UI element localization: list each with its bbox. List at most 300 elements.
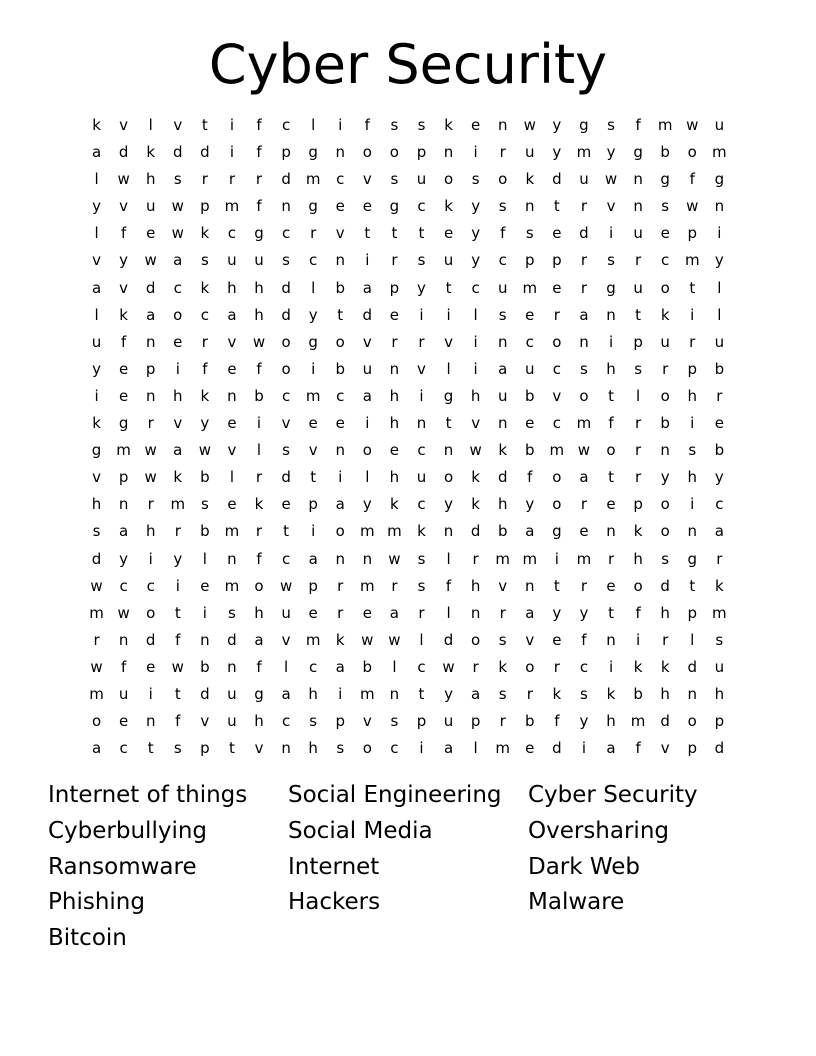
grid-letter: i <box>608 224 614 243</box>
grid-letter: u <box>497 278 508 297</box>
grid-letter: n <box>633 170 643 189</box>
grid-letter: n <box>227 386 237 405</box>
grid-letter: r <box>147 495 154 514</box>
grid-letter: y <box>579 603 589 622</box>
grid-letter: u <box>497 386 508 405</box>
grid-letter: e <box>281 495 291 514</box>
grid-letter: b <box>200 522 210 541</box>
word-list-item: Cyberbullying <box>48 817 208 844</box>
grid-letter: n <box>687 684 698 703</box>
grid-letter: v <box>92 251 101 270</box>
grid-letter: c <box>281 712 291 731</box>
grid-letter: l <box>365 468 370 487</box>
grid-letter: t <box>689 576 696 595</box>
grid-letter: c <box>336 170 345 189</box>
grid-letter: a <box>579 305 589 324</box>
grid-letter: u <box>660 332 670 351</box>
grid-letter: h <box>145 170 156 189</box>
grid-letter: r <box>93 630 100 649</box>
grid-letter: h <box>254 603 264 622</box>
grid-letter: m <box>224 522 240 541</box>
grid-letter: o <box>660 495 670 514</box>
word-list-row <box>48 778 768 814</box>
grid-letter: p <box>714 712 725 731</box>
grid-letter: r <box>635 468 642 487</box>
grid-letter: m <box>712 603 727 622</box>
grid-letter: m <box>495 549 511 568</box>
grid-letter: l <box>717 278 722 297</box>
grid-letter: m <box>576 143 592 162</box>
word-list-row <box>48 814 768 850</box>
grid-letter: s <box>173 739 182 758</box>
grid-letter: g <box>443 386 454 405</box>
grid-letter: p <box>633 495 643 514</box>
grid-letter: k <box>471 468 480 487</box>
grid-letter: a <box>606 739 616 758</box>
grid-letter: i <box>338 116 343 134</box>
word-list-item: Bitcoin <box>48 925 127 952</box>
grid-letter: i <box>581 739 587 758</box>
grid-letter: a <box>308 549 318 568</box>
grid-row <box>83 383 733 410</box>
grid-letter: y <box>471 197 481 216</box>
grid-letter: o <box>173 305 183 324</box>
grid-letter: w <box>252 332 266 351</box>
grid-letter: l <box>311 278 316 297</box>
grid-letter: i <box>175 359 180 378</box>
grid-letter: s <box>390 116 399 134</box>
grid-letter: n <box>497 414 508 433</box>
grid-letter: r <box>580 197 588 216</box>
grid-letter: k <box>200 224 210 243</box>
grid-letter: e <box>389 441 400 460</box>
grid-row <box>83 139 733 166</box>
grid-letter: o <box>254 576 264 595</box>
grid-row <box>83 302 733 329</box>
grid-letter: a <box>471 684 481 703</box>
grid-letter: m <box>630 712 646 731</box>
grid-letter: u <box>443 712 454 731</box>
grid-letter: u <box>714 332 725 351</box>
grid-letter: f <box>581 630 587 649</box>
grid-letter: w <box>523 116 536 134</box>
grid-letter: c <box>146 576 155 595</box>
grid-letter: s <box>417 549 426 568</box>
grid-letter: k <box>92 116 101 134</box>
grid-letter: i <box>636 630 641 649</box>
grid-letter: r <box>716 386 723 405</box>
grid-letter: w <box>686 116 699 134</box>
grid-letter: e <box>308 603 318 622</box>
grid-letter: p <box>470 712 481 731</box>
grid-letter: u <box>714 116 725 134</box>
grid-letter: r <box>662 359 669 378</box>
grid-letter: y <box>552 143 562 162</box>
grid-letter: e <box>362 603 372 622</box>
grid-letter: i <box>311 359 316 378</box>
grid-letter: f <box>120 224 127 243</box>
grid-letter: p <box>687 739 698 758</box>
grid-letter: t <box>553 576 560 595</box>
grid-letter: e <box>471 116 481 134</box>
grid-letter: e <box>606 576 616 595</box>
grid-letter: a <box>119 522 129 541</box>
grid-letter: m <box>360 576 375 595</box>
grid-letter: h <box>254 712 264 731</box>
grid-row <box>83 735 733 762</box>
grid-letter: d <box>281 468 291 487</box>
grid-letter: f <box>256 197 262 216</box>
grid-letter: k <box>254 495 264 514</box>
grid-letter: v <box>444 332 453 351</box>
grid-letter: i <box>148 684 153 703</box>
grid-letter: y <box>119 549 129 568</box>
grid-letter: i <box>148 549 153 568</box>
grid-letter: o <box>443 468 454 487</box>
grid-letter: a <box>281 684 291 703</box>
grid-letter: p <box>145 359 156 378</box>
grid-row <box>83 491 733 518</box>
word-list-row <box>48 921 768 957</box>
grid-letter: f <box>689 170 695 189</box>
grid-letter: a <box>525 603 535 622</box>
grid-letter: y <box>525 495 535 514</box>
grid-letter: i <box>473 332 478 351</box>
grid-letter: h <box>254 305 264 324</box>
grid-letter: t <box>228 739 235 758</box>
grid-letter: k <box>390 495 399 514</box>
grid-letter: y <box>714 468 724 487</box>
grid-letter: h <box>91 495 102 514</box>
grid-letter: h <box>470 386 481 405</box>
grid-letter: a <box>362 386 372 405</box>
grid-letter: i <box>338 684 343 703</box>
grid-letter: y <box>92 197 101 216</box>
grid-letter: y <box>714 251 724 270</box>
grid-letter: r <box>391 251 398 270</box>
grid-letter: k <box>200 278 210 297</box>
grid-letter: l <box>311 116 316 134</box>
grid-letter: c <box>336 386 345 405</box>
grid-letter: m <box>89 603 104 622</box>
grid-letter: t <box>445 278 452 297</box>
grid-letter: k <box>633 657 643 676</box>
grid-letter: c <box>498 251 507 270</box>
grid-letter: m <box>116 441 131 460</box>
grid-letter: e <box>660 224 670 243</box>
grid-letter: r <box>391 332 398 351</box>
grid-letter: w <box>144 468 157 487</box>
grid-letter: n <box>497 116 508 134</box>
grid-row <box>83 220 733 247</box>
grid-letter: d <box>660 712 670 731</box>
grid-letter: u <box>714 657 725 676</box>
grid-letter: w <box>279 576 293 595</box>
grid-letter: e <box>443 224 454 243</box>
grid-letter: i <box>229 143 235 162</box>
grid-letter: e <box>552 224 562 243</box>
grid-letter: d <box>200 684 210 703</box>
word-list <box>48 778 768 957</box>
grid-letter: s <box>92 522 101 541</box>
grid-letter: p <box>687 224 698 243</box>
word-list-item: Internet of things <box>48 782 248 808</box>
grid-letter: b <box>335 278 345 297</box>
grid-letter: r <box>201 170 208 189</box>
grid-letter: t <box>689 278 696 297</box>
grid-letter: s <box>282 441 290 460</box>
grid-letter: p <box>308 495 318 514</box>
grid-letter: v <box>362 712 372 731</box>
grid-letter: l <box>446 549 451 568</box>
grid-letter: v <box>417 359 426 378</box>
grid-letter: h <box>308 739 318 758</box>
grid-letter: s <box>336 739 345 758</box>
grid-letter: i <box>473 143 478 162</box>
grid-letter: g <box>308 332 318 351</box>
grid-letter: m <box>522 549 538 568</box>
grid-letter: l <box>636 386 641 405</box>
grid-letter: r <box>499 712 506 731</box>
grid-letter: f <box>527 468 533 487</box>
grid-letter: p <box>416 143 427 162</box>
grid-letter: o <box>362 441 372 460</box>
grid-letter: u <box>633 278 643 297</box>
grid-letter: w <box>117 170 130 189</box>
grid-letter: a <box>91 278 102 297</box>
grid-row <box>83 437 733 464</box>
grid-letter: i <box>690 414 695 433</box>
grid-letter: f <box>608 414 614 433</box>
grid-letter: k <box>498 657 508 676</box>
grid-letter: f <box>120 657 127 676</box>
grid-letter: n <box>714 197 725 216</box>
grid-letter: a <box>579 468 589 487</box>
grid-letter: d <box>145 630 156 649</box>
grid-letter: c <box>309 251 318 270</box>
grid-letter: i <box>554 549 559 568</box>
grid-letter: n <box>335 251 345 270</box>
grid-row <box>83 708 733 735</box>
grid-letter: l <box>94 305 99 324</box>
grid-letter: g <box>254 684 264 703</box>
grid-letter: a <box>498 359 508 378</box>
grid-letter: d <box>91 549 102 568</box>
grid-letter: c <box>200 305 209 324</box>
grid-row <box>83 627 733 654</box>
grid-letter: n <box>281 739 291 758</box>
grid-letter: r <box>418 332 425 351</box>
grid-letter: d <box>470 522 481 541</box>
grid-letter: e <box>552 630 562 649</box>
grid-letter: d <box>443 630 454 649</box>
grid-letter: c <box>471 278 480 297</box>
grid-letter: n <box>389 684 400 703</box>
grid-letter: n <box>687 522 698 541</box>
grid-letter: t <box>418 224 425 243</box>
grid-letter: o <box>362 739 372 758</box>
grid-letter: f <box>120 332 127 351</box>
grid-letter: h <box>389 468 400 487</box>
grid-letter: o <box>335 332 345 351</box>
grid-letter: f <box>635 603 641 622</box>
grid-letter: n <box>497 332 508 351</box>
grid-letter: a <box>173 441 183 460</box>
grid-letter: f <box>445 576 452 595</box>
grid-letter: m <box>576 549 592 568</box>
grid-letter: y <box>308 305 318 324</box>
grid-letter: v <box>525 630 535 649</box>
grid-letter: p <box>308 576 318 595</box>
grid-letter: p <box>525 251 535 270</box>
grid-letter: g <box>254 224 264 243</box>
grid-letter: h <box>389 414 400 433</box>
grid-letter: n <box>443 441 454 460</box>
grid-letter: e <box>525 739 535 758</box>
grid-letter: o <box>660 386 670 405</box>
grid-letter: o <box>606 441 616 460</box>
grid-letter: g <box>633 143 643 162</box>
grid-row <box>83 329 733 356</box>
grid-letter: n <box>200 630 210 649</box>
grid-letter: n <box>579 332 589 351</box>
grid-letter: s <box>498 684 507 703</box>
grid-letter: f <box>256 549 262 568</box>
grid-letter: u <box>362 359 373 378</box>
grid-letter: t <box>608 386 614 405</box>
grid-letter: k <box>173 468 183 487</box>
grid-letter: i <box>311 522 316 541</box>
grid-letter: b <box>362 657 373 676</box>
grid-letter: s <box>498 197 507 216</box>
grid-letter: f <box>635 739 641 758</box>
grid-letter: f <box>175 630 181 649</box>
grid-letter: n <box>525 197 535 216</box>
grid-letter: r <box>607 549 615 568</box>
grid-letter: r <box>201 332 208 351</box>
grid-letter: l <box>94 170 99 189</box>
grid-letter: c <box>417 441 426 460</box>
grid-letter: w <box>90 657 103 676</box>
grid-letter: y <box>92 359 101 378</box>
grid-letter: r <box>337 576 344 595</box>
grid-letter: u <box>579 170 589 189</box>
grid-letter: p <box>389 278 400 297</box>
grid-letter: d <box>281 278 291 297</box>
grid-letter: v <box>362 332 372 351</box>
grid-letter: o <box>525 657 535 676</box>
grid-letter: w <box>90 576 103 595</box>
grid-letter: n <box>443 522 454 541</box>
grid-letter: n <box>227 657 237 676</box>
grid-letter: h <box>308 684 318 703</box>
grid-letter: e <box>579 522 589 541</box>
grid-letter: h <box>660 684 670 703</box>
grid-letter: p <box>200 197 210 216</box>
grid-letter: a <box>146 305 156 324</box>
grid-letter: n <box>281 197 291 216</box>
grid-letter: w <box>117 603 130 622</box>
grid-letter: s <box>688 441 697 460</box>
grid-row <box>83 410 733 437</box>
grid-letter: i <box>419 739 424 758</box>
grid-letter: d <box>552 739 562 758</box>
grid-letter: u <box>145 197 156 216</box>
grid-letter: n <box>606 305 616 324</box>
grid-letter: a <box>362 278 372 297</box>
grid-letter: k <box>444 116 453 134</box>
grid-letter: k <box>552 684 562 703</box>
grid-letter: l <box>446 359 451 378</box>
grid-letter: e <box>200 576 210 595</box>
grid-letter: r <box>337 603 344 622</box>
grid-letter: w <box>144 441 157 460</box>
grid-letter: m <box>657 116 673 134</box>
grid-letter: u <box>633 224 643 243</box>
grid-letter: o <box>552 468 562 487</box>
grid-letter: f <box>256 116 262 134</box>
grid-letter: l <box>473 739 478 758</box>
grid-letter: y <box>471 224 481 243</box>
grid-letter: a <box>173 251 183 270</box>
grid-letter: c <box>417 657 426 676</box>
grid-letter: a <box>254 630 264 649</box>
grid-letter: y <box>579 712 589 731</box>
grid-letter: c <box>173 278 182 297</box>
grid-letter: a <box>335 495 345 514</box>
grid-letter: o <box>335 522 345 541</box>
grid-letter: m <box>549 441 565 460</box>
grid-letter: d <box>362 305 373 324</box>
grid-letter: e <box>525 305 535 324</box>
grid-letter: u <box>281 603 291 622</box>
grid-row <box>83 356 733 383</box>
grid-letter: h <box>660 603 670 622</box>
grid-letter: r <box>472 549 479 568</box>
grid-letter: e <box>173 332 183 351</box>
grid-letter: s <box>309 712 318 731</box>
grid-letter: g <box>118 414 129 433</box>
grid-letter: l <box>446 603 451 622</box>
grid-letter: u <box>227 251 237 270</box>
grid-letter: f <box>175 712 181 731</box>
grid-letter: s <box>228 603 236 622</box>
grid-letter: y <box>119 251 129 270</box>
grid-letter: a <box>91 739 102 758</box>
word-list-item: Dark Web <box>528 853 641 880</box>
grid-letter: s <box>498 305 507 324</box>
grid-letter: o <box>687 712 697 731</box>
grid-letter: d <box>714 739 725 758</box>
grid-letter: t <box>391 224 398 243</box>
grid-letter: d <box>200 143 210 162</box>
grid-letter: h <box>687 386 698 405</box>
grid-letter: k <box>660 305 670 324</box>
grid-letter: d <box>660 576 670 595</box>
grid-letter: b <box>200 657 210 676</box>
grid-letter: o <box>281 332 291 351</box>
grid-letter: y <box>200 414 210 433</box>
grid-letter: w <box>469 441 482 460</box>
grid-letter: r <box>716 549 723 568</box>
grid-letter: e <box>714 414 724 433</box>
grid-letter: r <box>553 657 560 676</box>
grid-letter: d <box>227 630 237 649</box>
grid-row <box>83 464 733 491</box>
grid-letter: t <box>418 684 425 703</box>
grid-letter: b <box>633 684 643 703</box>
grid-letter: m <box>387 522 402 541</box>
